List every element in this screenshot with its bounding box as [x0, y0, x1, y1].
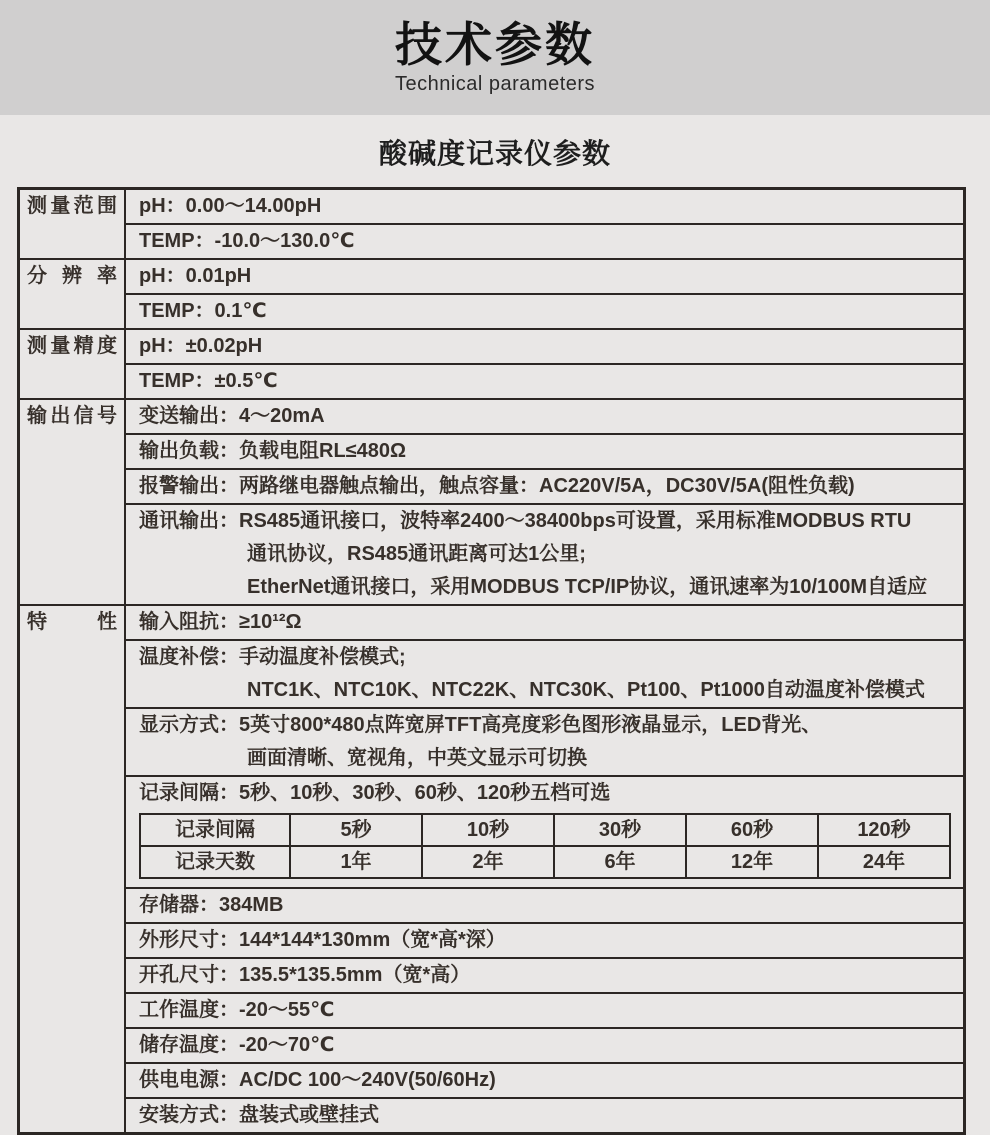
param-cell — [125, 958, 965, 993]
param-cell — [125, 888, 965, 923]
param-line: 外形尺寸：144*144*130mm（宽*高*深） — [139, 929, 506, 951]
param-line: 记录间隔：5秒、10秒、30秒、60秒、120秒五档可选 — [139, 782, 611, 804]
section-title: 酸碱度记录仪参数 — [378, 138, 611, 169]
table-row — [19, 189, 965, 225]
param-cell — [125, 640, 965, 708]
table-row — [19, 469, 965, 504]
table-row — [19, 888, 965, 923]
param-cell — [125, 605, 965, 640]
table-row — [19, 259, 965, 294]
param-line: 输出负载：负载电阻RL≤480Ω — [139, 440, 407, 462]
table-row — [19, 776, 965, 888]
table-row — [19, 434, 965, 469]
row-group-label: 测量精度 — [19, 329, 126, 399]
param-cell — [125, 434, 965, 469]
header-banner — [0, 0, 990, 115]
record-cell: 5秒 — [290, 814, 422, 846]
param-line: 工作温度：-20～55℃ — [139, 999, 335, 1021]
param-cell — [125, 294, 965, 329]
param-cell — [125, 469, 965, 504]
param-line: TEMP：±0.5℃ — [139, 370, 278, 392]
param-line: pH：0.00～14.00pH — [139, 195, 322, 217]
row-group-label: 分 辨 率 — [19, 259, 126, 329]
record-cell: 记录间隔 — [140, 814, 290, 846]
record-cell: 30秒 — [554, 814, 686, 846]
param-cell — [125, 504, 965, 605]
param-line: 通讯输出：RS485通讯接口，波特率2400～38400bps可设置，采用标准MODBUS RTU — [139, 510, 912, 532]
row-group-label: 特 性 — [19, 605, 126, 1134]
param-cell — [125, 399, 965, 434]
table-row — [19, 224, 965, 259]
param-cell — [125, 1028, 965, 1063]
table-row — [19, 364, 965, 399]
param-cell — [125, 708, 965, 776]
param-line: 通讯协议，RS485通讯距离可达1公里; — [247, 543, 586, 565]
record-cell: 1年 — [290, 846, 422, 878]
table-row — [19, 329, 965, 364]
table-row — [19, 1063, 965, 1098]
param-line: 供电电源：AC/DC 100～240V(50/60Hz) — [139, 1069, 496, 1091]
table-row — [19, 294, 965, 329]
param-line: 输入阻抗：≥10¹²Ω — [139, 611, 302, 633]
param-line: 显示方式：5英寸800*480点阵宽屏TFT高亮度彩色图形液晶显示，LED背光、 — [139, 714, 822, 736]
record-cell: 60秒 — [686, 814, 818, 846]
table-row — [19, 1028, 965, 1063]
param-line: 安装方式：盘装式或壁挂式 — [139, 1104, 379, 1126]
param-line: EtherNet通讯接口，采用MODBUS TCP/IP协议，通讯速率为10/100M自适应 — [247, 576, 928, 598]
param-line: TEMP：-10.0～130.0℃ — [139, 230, 355, 252]
page-title: 技术参数 — [395, 17, 595, 71]
record-cell: 120秒 — [818, 814, 950, 846]
param-line: 报警输出：两路继电器触点输出，触点容量：AC220V/5A，DC30V/5A(阻性负载) — [139, 475, 855, 497]
parameters-table — [17, 187, 966, 1135]
table-row — [19, 399, 965, 434]
table-row — [19, 708, 965, 776]
param-cell — [125, 776, 965, 888]
record-row — [140, 814, 950, 846]
param-line: TEMP：0.1℃ — [139, 300, 267, 322]
param-line: 温度补偿：手动温度补偿模式; — [139, 646, 406, 668]
param-line: 储存温度：-20～70℃ — [139, 1034, 335, 1056]
table-row — [19, 1098, 965, 1134]
record-cell: 12年 — [686, 846, 818, 878]
table-row — [19, 923, 965, 958]
record-cell: 2年 — [422, 846, 554, 878]
table-row — [19, 958, 965, 993]
param-cell — [125, 993, 965, 1028]
param-line: 画面清晰、宽视角，中英文显示可切换 — [247, 747, 587, 769]
record-cell: 6年 — [554, 846, 686, 878]
param-line: pH：0.01pH — [139, 265, 252, 287]
param-cell — [125, 329, 965, 364]
page-subtitle: Technical parameters — [394, 73, 596, 96]
param-line: NTC1K、NTC10K、NTC22K、NTC30K、Pt100、Pt1000自动温度补偿模式 — [247, 679, 925, 701]
record-interval-table — [139, 813, 951, 879]
table-row — [19, 640, 965, 708]
param-line: pH：±0.02pH — [139, 335, 263, 357]
record-cell: 10秒 — [422, 814, 554, 846]
table-row — [19, 605, 965, 640]
table-row — [19, 504, 965, 605]
param-cell — [125, 364, 965, 399]
record-row — [140, 846, 950, 878]
row-group-label: 测量范围 — [19, 189, 126, 260]
record-cell: 24年 — [818, 846, 950, 878]
param-cell — [125, 1063, 965, 1098]
param-cell — [125, 259, 965, 294]
param-line: 开孔尺寸：135.5*135.5mm（宽*高） — [139, 964, 471, 986]
param-cell — [125, 189, 965, 225]
table-row — [19, 993, 965, 1028]
row-group-label: 输出信号 — [19, 399, 126, 605]
param-cell — [125, 224, 965, 259]
record-cell: 记录天数 — [140, 846, 290, 878]
param-line: 存储器：384MB — [139, 894, 284, 916]
param-line: 变送输出：4～20mA — [139, 405, 325, 427]
param-cell — [125, 1098, 965, 1134]
param-cell — [125, 923, 965, 958]
